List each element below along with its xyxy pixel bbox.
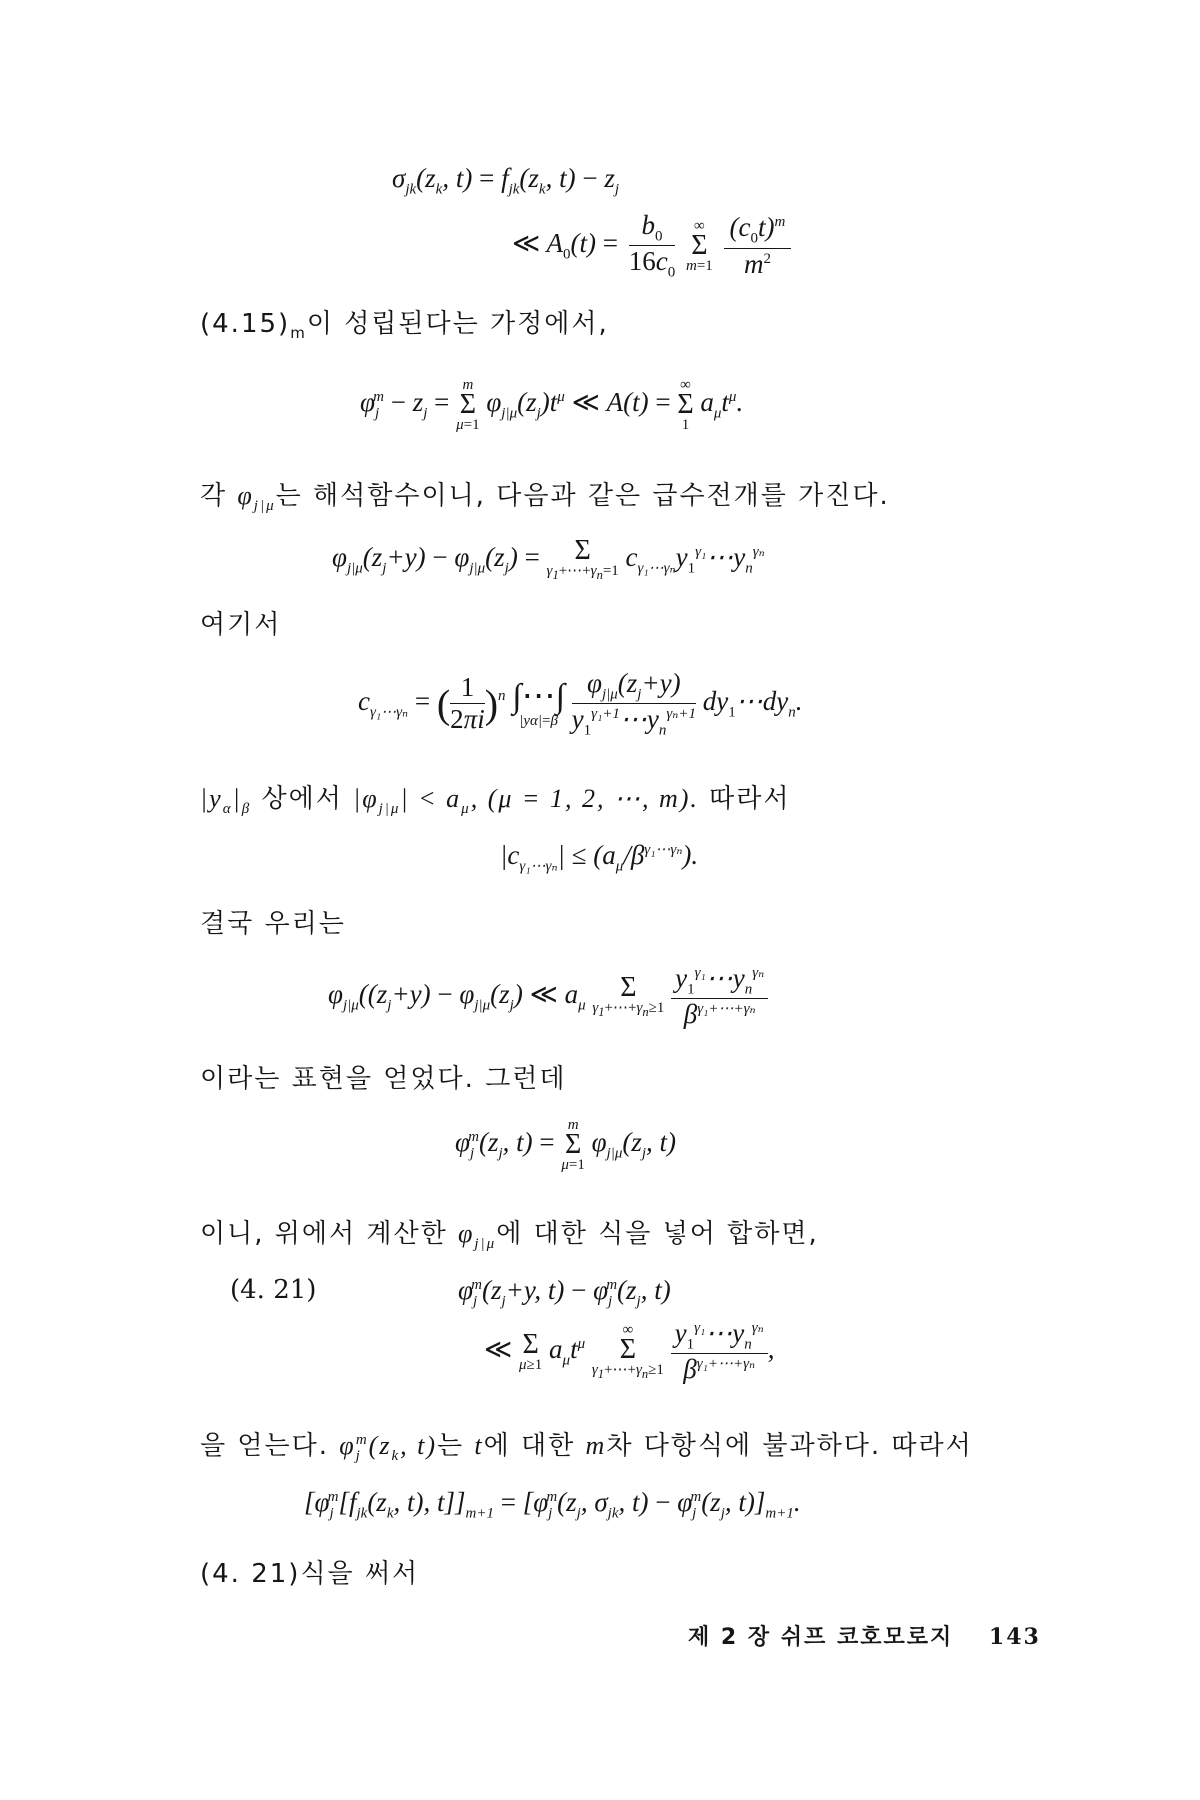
text-line-8: 을 얻는다. $\varphi_j^m(z_k$, t)는 t에 대한 m차 다항식에 불과하다. 따라서: [200, 1431, 973, 1465]
equation-3: $\varphi_{j|\mu}(z_j+y) - \varphi_{j|\mu}(z_j)$ = Σ $\gamma_1+\cdots+\gamma_n=1$ $c_{\gamma_1\cdots\gamma_n}y_1^{\gamma_1}\cdots y_n^{\gamma_n}$: [332, 535, 765, 582]
equation-5: $|c_{\gamma_1\cdots\gamma_n}| \le (a_\mu/\beta^{\gamma_1\cdots\gamma_n})$.: [500, 840, 699, 875]
running-footer: [688, 1620, 1041, 1651]
equation-number-4-21: (4. 21): [230, 1275, 317, 1305]
equation-6: $\varphi_{j|\mu}((z_j+y) - \varphi_{j|\mu}(z_j)$ ≪ $a_\mu$ Σ $\gamma_1+\cdots+\gamma_n\ge 1$ $y_1^{\gamma_1}\cdots y_n^{\gamma_n}$ $\beta^{\gamma_1+\cdots+\gamma_n}$: [328, 963, 768, 1030]
text-line-6: 이라는 표현을 얻었다. 그런데: [200, 1064, 567, 1094]
text-line-2: 각 $\varphi_{j|\mu}$는 해석함수이니, 다음과 같은 급수전개를 가진다.: [200, 481, 890, 515]
text-line-3: 여기서: [200, 610, 282, 640]
equation-4: $c_{\gamma_1\cdots\gamma_n}$ = ( $\frac{1}{2\pi i}$ )$^n$ ∫⋯∫ |yα|=β $\varphi_{j|\mu}(z_j+y)$ $y_1^{\gamma_1+1}\cdots y_n^{\gamma_n+1}$ $dy_1\cdots dy_n$.: [358, 668, 803, 739]
text-line-9: (4. 21)식을 써서: [200, 1559, 420, 1589]
text-line-5: 결국 우리는: [200, 909, 346, 939]
equation-1a: $\sigma_{jk}(z_k$, $t) = f_{jk}(z_k$, $t) - z_j$: [392, 163, 619, 198]
equation-9: [$\varphi_j^m[f_{jk}(z_k$, t), $t]]_{m+1} = [\varphi_j^m(z_j$, $\sigma_{jk}$, $t) - \varphi_j^m(z_j$, $t)]_{m+1}$.: [304, 1487, 801, 1522]
chapter-title: 제 2 장 쉬프 코호모로지: [688, 1625, 954, 1650]
equation-2: $\varphi_j^m - z_j$ = m Σ μ=1 $\varphi_{j|\mu}(z_j)t^\mu$ ≪ A(t) = ∞ Σ 1 $a_\mu t^\mu$.: [360, 377, 744, 433]
text-line-7: 이니, 위에서 계산한 $\varphi_{j|\mu}$에 대한 식을 넣어 합하면,: [200, 1219, 819, 1253]
equation-8b: ≪ Σ μ≥1 $a_\mu t^\mu$ ∞ Σ $\gamma_1+\cdots+\gamma_n\ge 1$ $y_1^{\gamma_1}\cdots y_n^{\gamma_n}$ $\beta^{\gamma_1+\cdots+\gamma_n}$ ,: [484, 1318, 775, 1385]
equation-1b: ≪ $A_0(t)$ = $\frac{b_0}{16c_0}$ ∞ Σ m=1 $\frac{(c_0t)^m}{m^2}$: [512, 210, 791, 282]
text-line-4: $|y_\alpha|_\beta$ 상에서 $|\varphi_{j|\mu}| < a_\mu$, (μ = 1, 2, ⋯, m). 따라서: [200, 784, 791, 818]
equation-7: $\varphi_j^m(z_j$, t) = m Σ μ=1 $\varphi_{j|\mu}(z_j$, t): [455, 1117, 677, 1173]
equation-8a: $\varphi_j^m(z_j+y$, $t) - \varphi_j^m(z_j$, t): [458, 1275, 671, 1310]
text-line-1: $(4.15)_m$이 성립된다는 가정에서,: [200, 309, 609, 343]
page-number: 143: [988, 1624, 1041, 1650]
